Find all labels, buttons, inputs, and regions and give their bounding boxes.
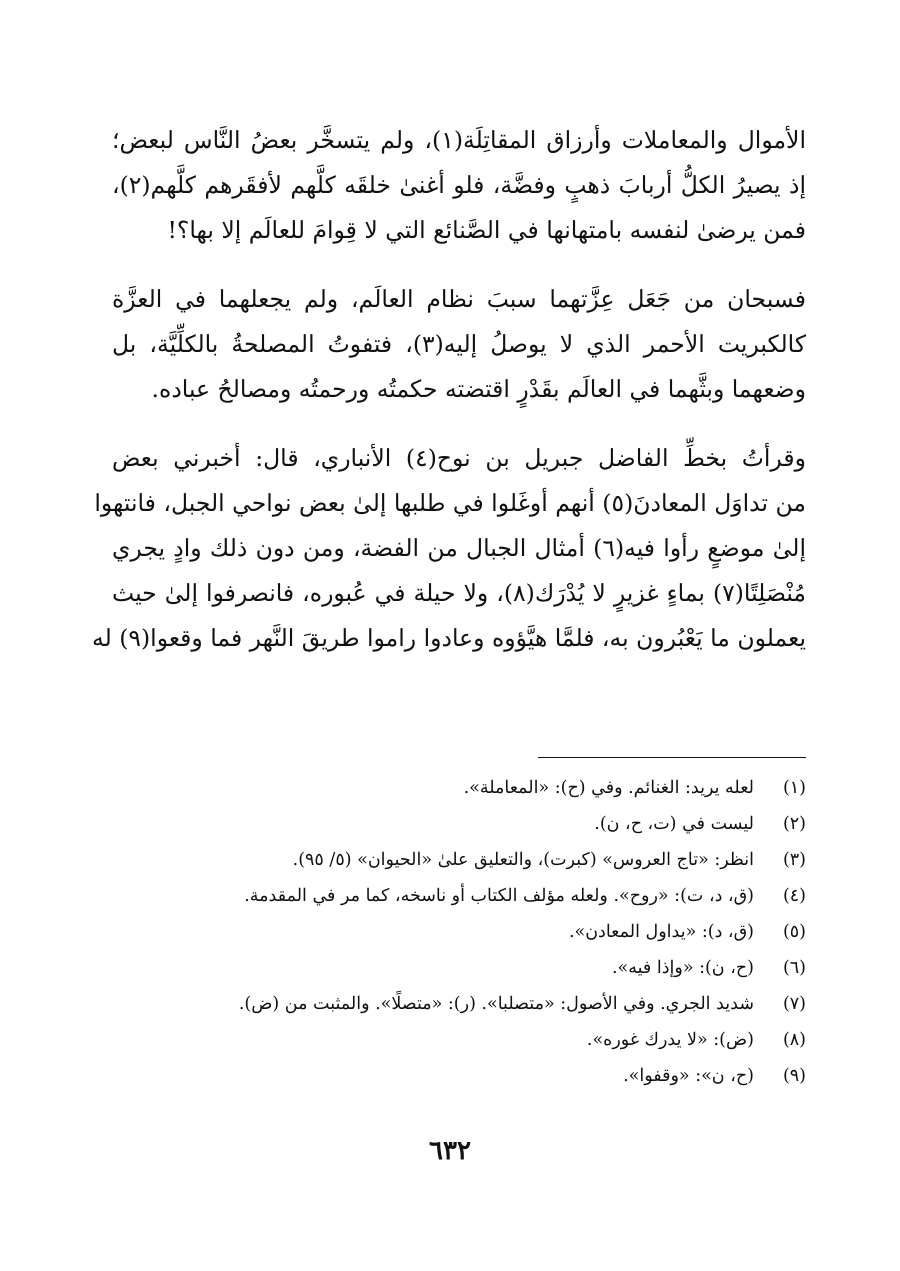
footnote-number: (٧) (782, 994, 806, 1014)
footnote-item (112, 914, 806, 950)
footnote-item (112, 842, 806, 878)
footnote-number: (٤) (782, 886, 806, 906)
text-line: من تداوَل المعادنَ(٥) أنهم أوغَلوا في طلبها إلىٰ بعض نواحي الجبل، فانتهوا (94, 489, 806, 517)
text-line: مُنْصَلِتًا(٧) بماءٍ غزيرٍ لا يُدْرَك(٨)، ولا حيلة في عُبوره، فانصرفوا إلىٰ حيث (112, 579, 807, 607)
footnote-item (112, 806, 806, 842)
footnote-separator (538, 757, 806, 758)
text-line: كالكبريت الأحمر الذي لا يوصلُ إليه(٣)، فتفوتُ المصلحةُ بالكلِّيَّة، بل (112, 330, 807, 358)
footnote-text: (ح، ن): «وإذا فيه». (611, 958, 754, 978)
paragraph-2 (112, 277, 806, 412)
footnote-number: (٥) (782, 922, 806, 942)
footnote-text: (ق، د): «يداول المعادن». (568, 922, 754, 942)
footnote-number: (٦) (782, 958, 806, 978)
text-line: الأموال والمعاملات وأرزاق المقاتِلَة(١)، ولم يتسخَّر بعضُ النَّاس لبعض؛ (112, 126, 806, 154)
footnote-item (112, 1022, 806, 1058)
footnote-number: (٩) (782, 1066, 806, 1086)
footnote-item (112, 986, 806, 1022)
footnote-item (112, 950, 806, 986)
text-line: يعملون ما يَعْبُرون به، فلمَّا هيَّؤوه وعادوا راموا طريقَ النَّهر فما وقعوا(٩) له (91, 624, 806, 652)
text-line: إذ يصيرُ الكلُّ أربابَ ذهبٍ وفضَّة، فلو أغنىٰ خلقَه كلَّهم لأفقَرهم كلَّهم(٢)، (112, 171, 806, 199)
footnote-text: ليست في (ت، ح، ن). (594, 814, 754, 834)
footnotes (112, 770, 806, 1094)
footnote-text: (ض): «لا يدرك غوره». (586, 1030, 754, 1050)
text-line: فمن يرضىٰ لنفسه بامتهانها في الصَّنائع التي لا قِوامَ للعالَم إلا بها؟! (167, 216, 806, 244)
text-line: وقرأتُ بخطِّ الفاضل جبريل بن نوح(٤) الأنباري، قال: أخبرني بعض (112, 444, 806, 472)
footnote-number: (١) (782, 778, 806, 798)
paragraph-1 (112, 118, 806, 253)
footnote-item (112, 878, 806, 914)
main-text (91, 118, 807, 685)
paragraph-3 (91, 436, 807, 661)
page-number: ٦٣٢ (429, 1136, 471, 1166)
text-line: إلىٰ موضعٍ رأوا فيه(٦) أمثال الجبال من الفضة، ومن دون ذلك وادٍ يجري (112, 534, 806, 562)
footnote-text: شديد الجري. وفي الأصول: «متصلبا». (ر): «متصلًا». والمثبت من (ض). (238, 994, 754, 1014)
footnote-text: لعله يريد: الغنائم. وفي (ح): «المعاملة». (463, 778, 754, 798)
footnote-item (112, 1058, 806, 1094)
footnote-number: (٨) (782, 1030, 806, 1050)
footnote-number: (٢) (782, 814, 806, 834)
footnote-text: انظر: «تاج العروس» (كبرت)، والتعليق علىٰ «الحيوان» (٥/ ٩٥). (292, 850, 754, 870)
text-line: فسبحان من جَعَل عِزَّتهما سببَ نظام العالَم، ولم يجعلهما في العزَّة (112, 285, 806, 313)
footnote-text: (ح، ن»: «وقفوا». (623, 1066, 754, 1086)
text-line: وضعهما وبثَّهما في العالَم بقَدْرٍ اقتضته حكمتُه ورحمتُه ومصالحُ عباده. (151, 375, 806, 403)
footnote-number: (٣) (782, 850, 806, 870)
footnote-item (112, 770, 806, 806)
footnote-text: (ق، د، ت): «روح». ولعله مؤلف الكتاب أو ناسخه، كما مر في المقدمة. (244, 886, 754, 906)
